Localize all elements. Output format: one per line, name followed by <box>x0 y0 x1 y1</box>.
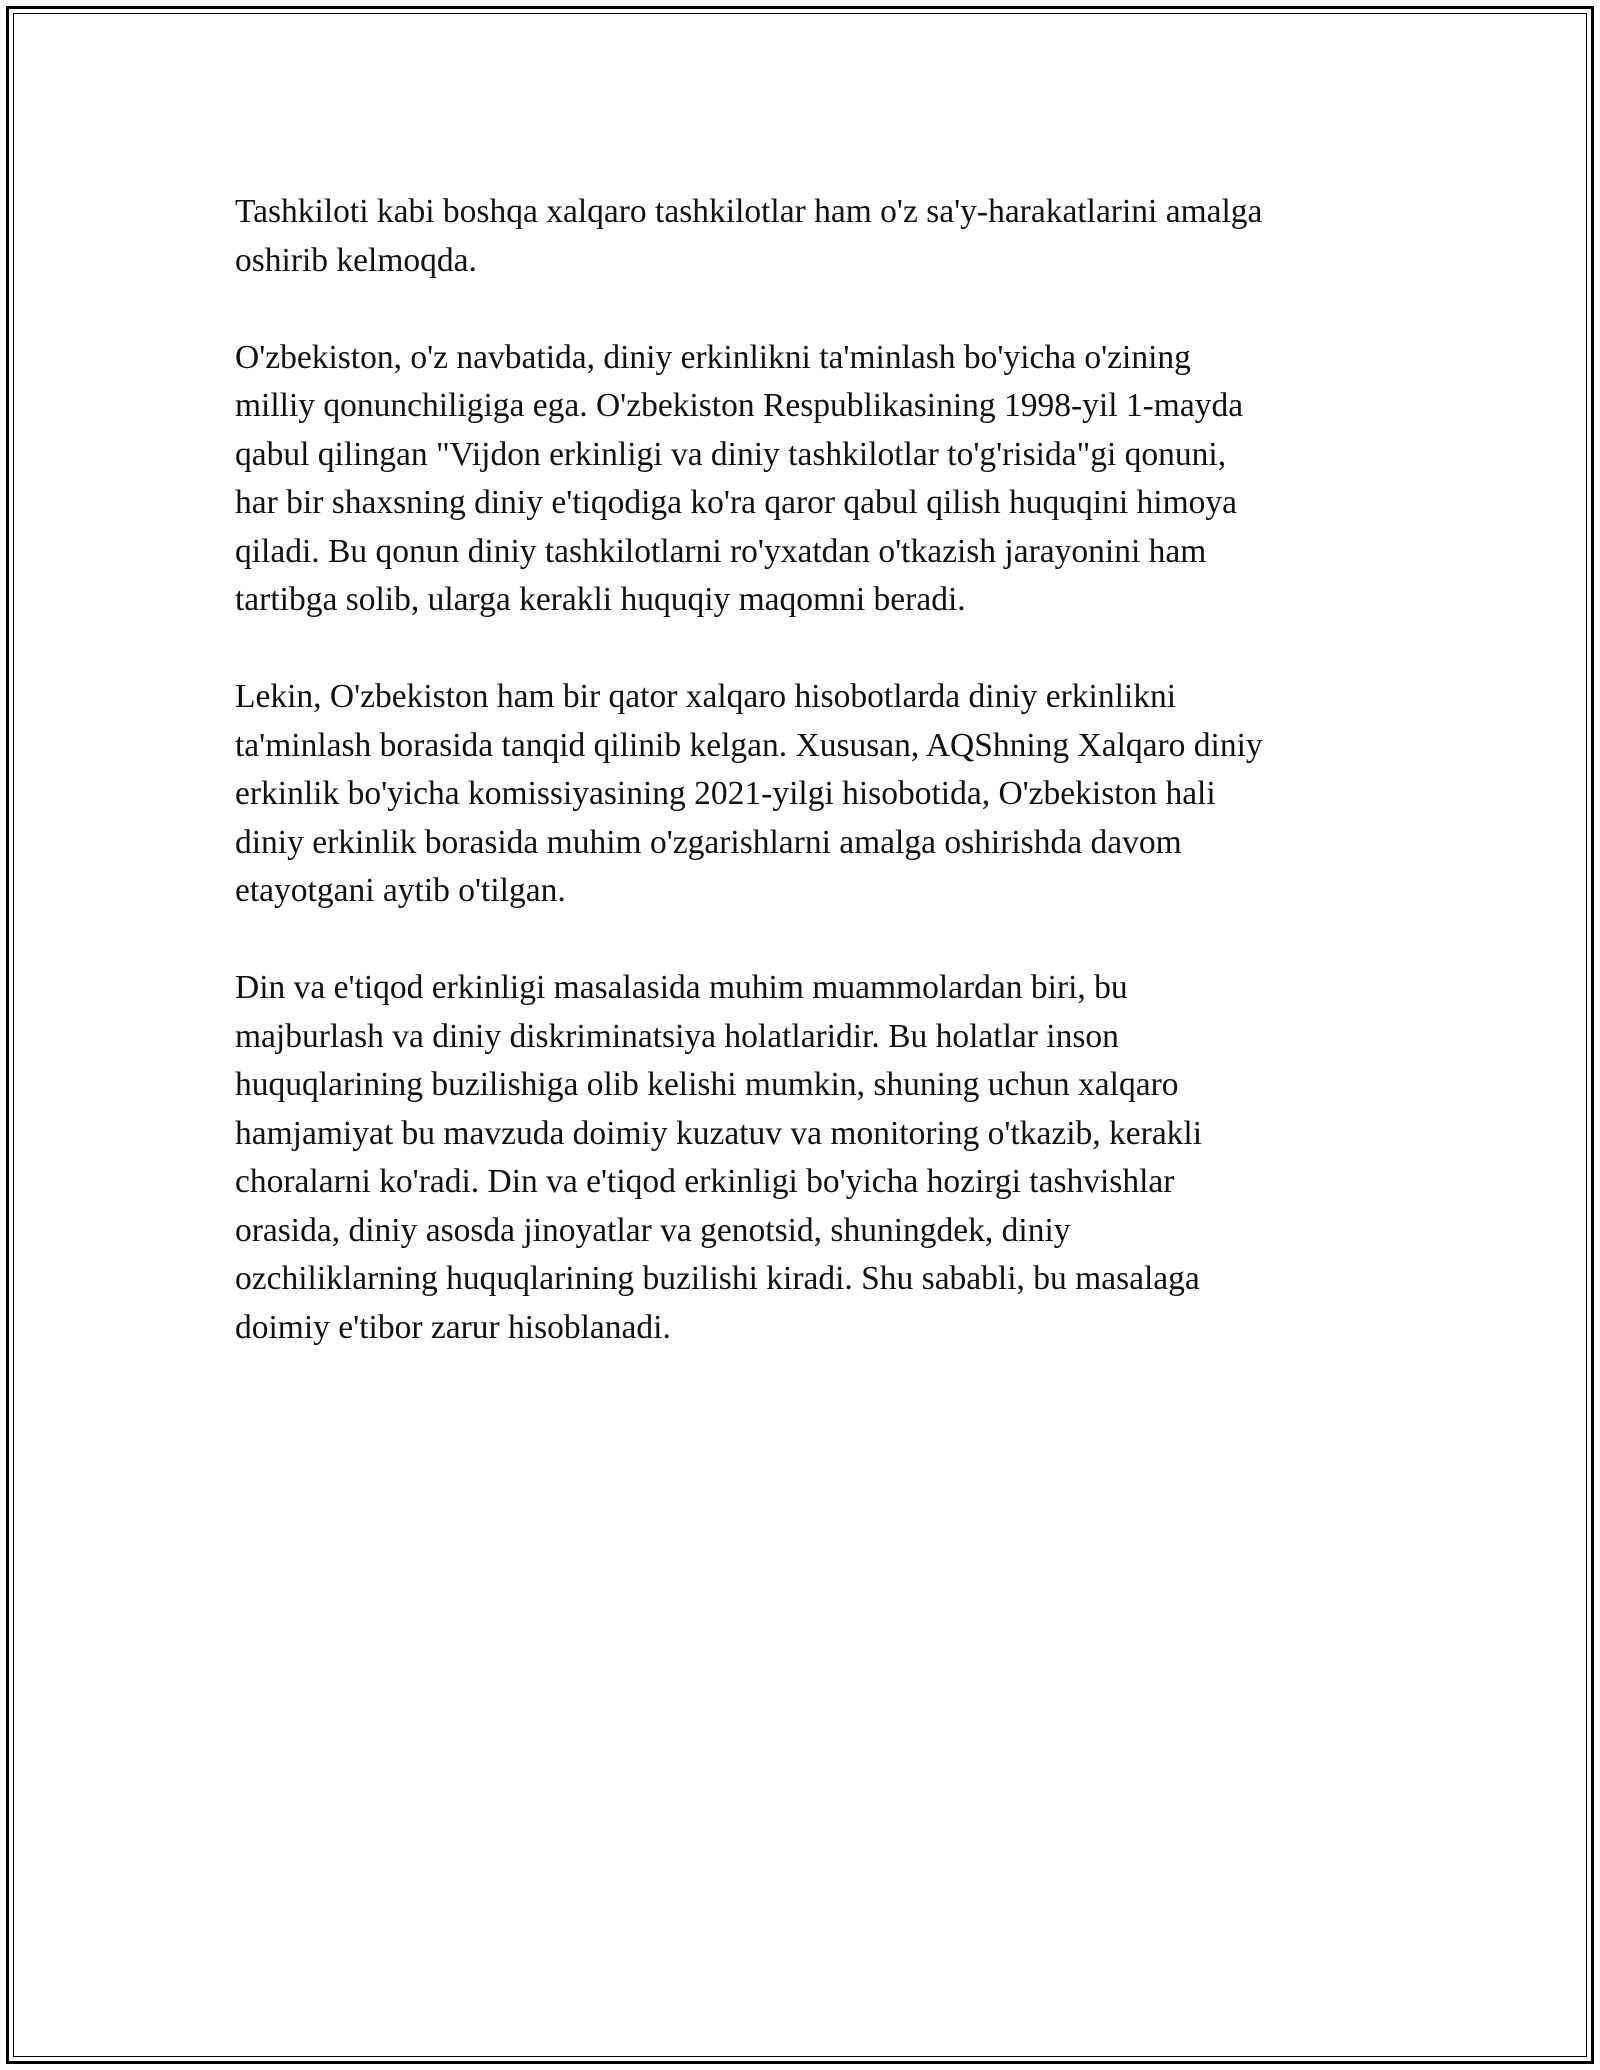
paragraph-4: Din va e'tiqod erkinligi masalasida muhim muammolardan biri, bu majburlash va diniy diskriminatsiya holatlaridir. Bu holatlar inson huquqlarining buzilishiga olib kelishi mumkin, shuning uchun xalqaro hamjamiyat bu mavzuda doimiy kuzatuv va monitoring o'tkazib, kerakli choralarni ko'radi. Din va e'tiqod erkinligi bo'yicha hozirgi tashvishlar orasida, diniy asosda jinoyatlar va genotsid, shuningdek, diniy ozchiliklarning huquqlarining buzilishi kiradi. Shu sababli, bu masalaga doimiy e'tibor zarur hisoblanadi. <box>235 969 1203 1346</box>
document-body <box>235 188 1375 1401</box>
paragraph-2: O'zbekiston, o'z navbatida, diniy erkinlikni ta'minlash bo'yicha o'zining milliy qonunchiligiga ega. O'zbekiston Respublikasining 1998-yil 1-mayda qabul qilingan "Vijdon erkinligi va diniy tashkilotlar to'g'risida"gi qonuni, har bir shaxsning diniy e'tiqodiga ko'ra qaror qabul qilish huquqini himoya qiladi. Bu qonun diniy tashkilotlarni ro'yxatdan o'tkazish jarayonini ham tartibga solib, ularga kerakli huquqiy maqomni beradi. <box>235 338 1244 618</box>
paragraph-3: Lekin, O'zbekiston ham bir qator xalqaro hisobotlarda diniy erkinlikni ta'minlash borasida tanqid qilinib kelgan. Xususan, AQShning Xalqaro diniy erkinlik bo'yicha komissiyasining 2021-yilgi hisobotida, O'zbekiston hali diniy erkinlik borasida muhim o'zgarishlarni amalga oshirishda davom etayotgani aytib o'tilgan. <box>235 678 1263 909</box>
paragraph-1: Tashkiloti kabi boshqa xalqaro tashkilotlar ham o'z sa'y-harakatlarini amalga oshirib kelmoqda. <box>235 193 1263 279</box>
